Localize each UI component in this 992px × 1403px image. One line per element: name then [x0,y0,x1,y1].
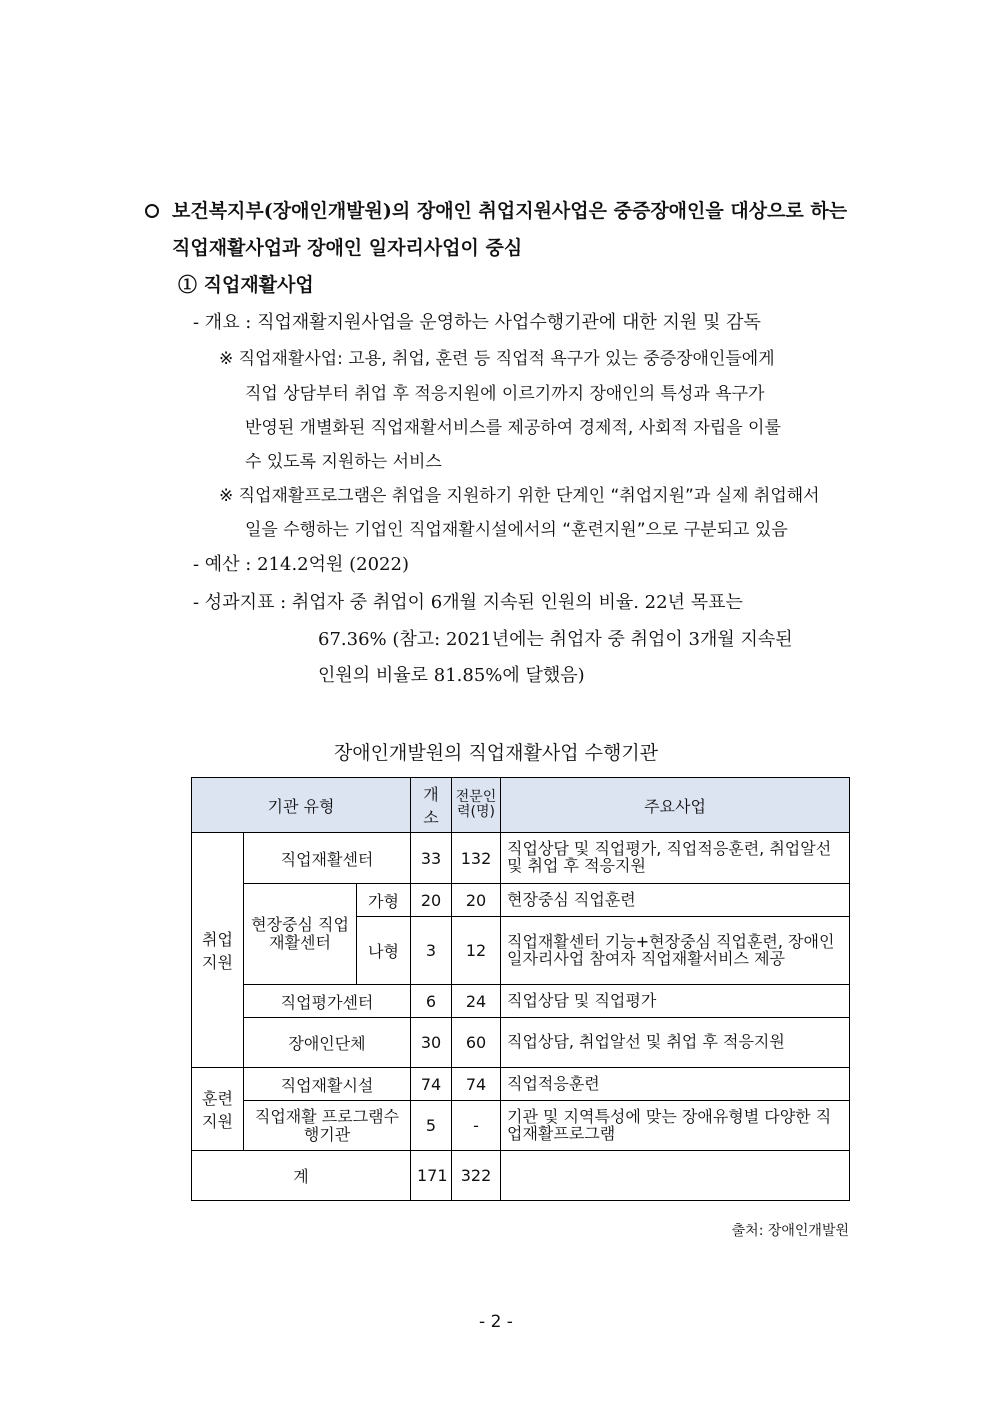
header-staff: 전문인력(명) [452,778,501,833]
table-row [192,833,850,884]
page-number: - 2 - [479,1312,513,1332]
kpi-line-2: 67.36% (참고: 2021년에는 취업자 중 취업이 3개월 지속된 [318,629,793,650]
budget-line: - 예산 : 214.2억원 (2022) [193,554,409,575]
note1-line-4: 수 있도록 지원하는 서비스 [245,452,442,472]
header-count: 개소 [411,778,452,833]
row-desc: 직업재활센터 기능+현장중심 직업훈련, 장애인일자리사업 참여자 직업재활서비스 제공 [501,917,850,985]
kpi-line-1: - 성과지표 : 취업자 중 취업이 6개월 지속된 인원의 비율. 22년 목표는 [193,592,743,613]
source-note: 출처: 장애인개발원 [731,1223,849,1239]
note2-line-1: ※ 직업재활프로그램은 취업을 지원하기 위한 단계인 “취업지원”과 실제 취업해서 [219,486,820,506]
row-count: 30 [411,1018,452,1068]
table-row [192,1101,850,1151]
bullet-circle-icon [145,204,159,218]
note1-line-3: 반영된 개별화된 직업재활서비스를 제공하여 경제적, 사회적 자립을 이룰 [245,418,781,438]
row-desc: 직업적응훈련 [501,1068,850,1101]
intro-line-2: 직업재활사업과 장애인 일자리사업이 중심 [172,237,523,259]
table-row [192,1018,850,1068]
section-heading: ① 직업재활사업 [178,274,314,296]
row-staff: 132 [452,833,501,884]
table-header-row [192,778,850,833]
row-desc: 직업상담 및 직업평가, 직업적응훈련, 취업알선 및 취업 후 적응지원 [501,833,850,884]
table-row [192,985,850,1018]
row-desc: 직업상담 및 직업평가 [501,985,850,1018]
group-training: 훈련지원 [192,1068,244,1151]
row-staff: 24 [452,985,501,1018]
total-count: 171 [411,1151,452,1201]
row-name: 직업평가센터 [244,985,411,1018]
institutions-table [191,777,850,1201]
note1-line-2: 직업 상담부터 취업 후 적응지원에 이르기까지 장애인의 특성과 욕구가 [245,384,765,404]
row-count: 5 [411,1101,452,1151]
row-staff: 74 [452,1068,501,1101]
row-name: 직업재활 프로그램수행기관 [244,1101,411,1151]
row-count: 20 [411,884,452,917]
table-row [192,1068,850,1101]
row-count: 3 [411,917,452,985]
overview-line: - 개요 : 직업재활지원사업을 운영하는 사업수행기관에 대한 지원 및 감독 [193,312,761,333]
note1-line-1: ※ 직업재활사업: 고용, 취업, 훈련 등 직업적 욕구가 있는 중증장애인들에게 [219,349,775,369]
row-desc: 직업상담, 취업알선 및 취업 후 적응지원 [501,1018,850,1068]
table-row [192,884,850,917]
row-count: 6 [411,985,452,1018]
row-name: 직업재활센터 [244,833,411,884]
note2-line-2: 일을 수행하는 기업인 직업재활시설에서의 “훈련지원”으로 구분되고 있음 [245,520,788,540]
kpi-line-3: 인원의 비율로 81.85%에 달했음) [318,665,585,686]
row-name: 직업재활시설 [244,1068,411,1101]
total-empty-cell [501,1151,850,1201]
row-count: 33 [411,833,452,884]
row-field-center: 현장중심 직업재활센터 [244,884,357,985]
row-staff: 60 [452,1018,501,1068]
row-desc: 현장중심 직업훈련 [501,884,850,917]
table-title: 장애인개발원의 직업재활사업 수행기관 [333,742,659,764]
row-staff: 12 [452,917,501,985]
row-sub: 가형 [357,884,411,917]
row-staff: 20 [452,884,501,917]
table-total-row [192,1151,850,1201]
row-sub: 나형 [357,917,411,985]
total-label: 계 [192,1151,411,1201]
total-staff: 322 [452,1151,501,1201]
group-employment: 취업지원 [192,833,244,1068]
header-main: 주요사업 [501,778,850,833]
row-staff: - [452,1101,501,1151]
row-count: 74 [411,1068,452,1101]
row-name: 장애인단체 [244,1018,411,1068]
header-type: 기관 유형 [192,778,411,833]
row-desc: 기관 및 지역특성에 맞는 장애유형별 다양한 직업재활프로그램 [501,1101,850,1151]
intro-line-1: 보건복지부(장애인개발원)의 장애인 취업지원사업은 중증장애인을 대상으로 하는 [172,200,848,222]
